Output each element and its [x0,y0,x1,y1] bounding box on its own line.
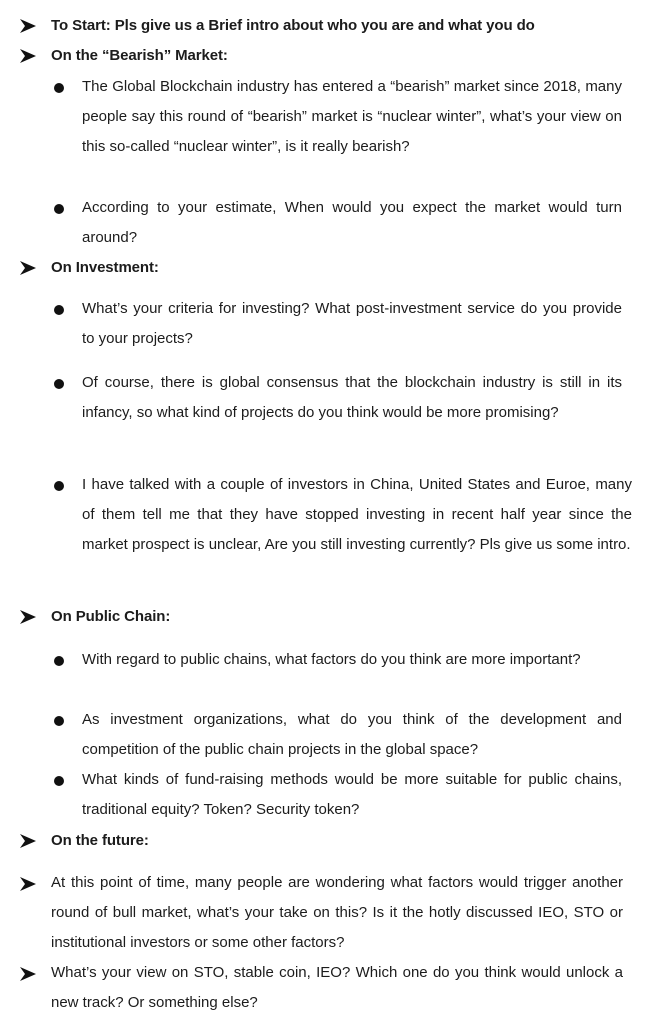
bullet-dot-icon [54,481,64,491]
arrow-bullet-icon [20,19,36,33]
bullet-dot-icon [54,204,64,214]
section-heading-bearish [0,44,650,68]
bullet-text: What kinds of fund-raising methods would be more suitable for public chains, traditional equity? Token? Security token? [82,771,622,818]
bullet-dot-icon [54,656,64,666]
arrow-bullet-icon [20,49,36,63]
arrow-bullet-icon [20,261,36,275]
section-heading-investment [0,256,650,280]
bullet-dot-icon [54,716,64,726]
bullet-text: Of course, there is global consensus that the blockchain industry is still in its infancy, so what kind of projects do you think would be more promising? [82,374,622,421]
arrow-bullet-icon [20,877,36,891]
arrow-bullet-icon [20,834,36,848]
section-heading-intro [0,14,650,38]
bullet-text: The Global Blockchain industry has entered a “bearish” market since 2018, many people say this round of “bearish” market is “nuclear winter”, what’s your view on this so-called “nuclear winter”, is it really bearish? [82,78,622,155]
heading-text: To Start: Pls give us a Brief intro about who you are and what you do [51,17,535,34]
bullet-dot-icon [54,776,64,786]
bullet-dot-icon [54,379,64,389]
item-text: At this point of time, many people are wondering what factors would trigger another round of bull market, what’s your take on this? Is it the hotly discussed IEO, STO or institutional investors or some other factors? [51,874,623,951]
bullet-dot-icon [54,83,64,93]
heading-text: On the future: [51,832,149,849]
bullet-text: According to your estimate, When would you expect the market would turn around? [82,199,622,246]
bullet-text: What’s your criteria for investing? What post-investment service do you provide to your projects? [82,300,622,347]
arrow-bullet-icon [20,610,36,624]
bullet-text: With regard to public chains, what factors do you think are more important? [82,651,581,668]
bullet-dot-icon [54,305,64,315]
arrow-bullet-icon [20,967,36,981]
section-heading-public-chain [0,605,650,629]
bullet-text: I have talked with a couple of investors in China, United States and Euroe, many of them tell me that they have stopped investing in recent half year since the market prospect is unclear, Are you still investing currently? Pls give us some intro. [82,476,632,553]
heading-text: On Public Chain: [51,608,171,625]
bullet-text: As investment organizations, what do you think of the development and competition of the public chain projects in the global space? [82,711,622,758]
heading-text: On Investment: [51,259,159,276]
section-heading-future [0,829,650,853]
heading-text: On the “Bearish” Market: [51,47,228,64]
item-text: What’s your view on STO, stable coin, IEO? Which one do you think would unlock a new track? Or something else? [51,964,623,1011]
